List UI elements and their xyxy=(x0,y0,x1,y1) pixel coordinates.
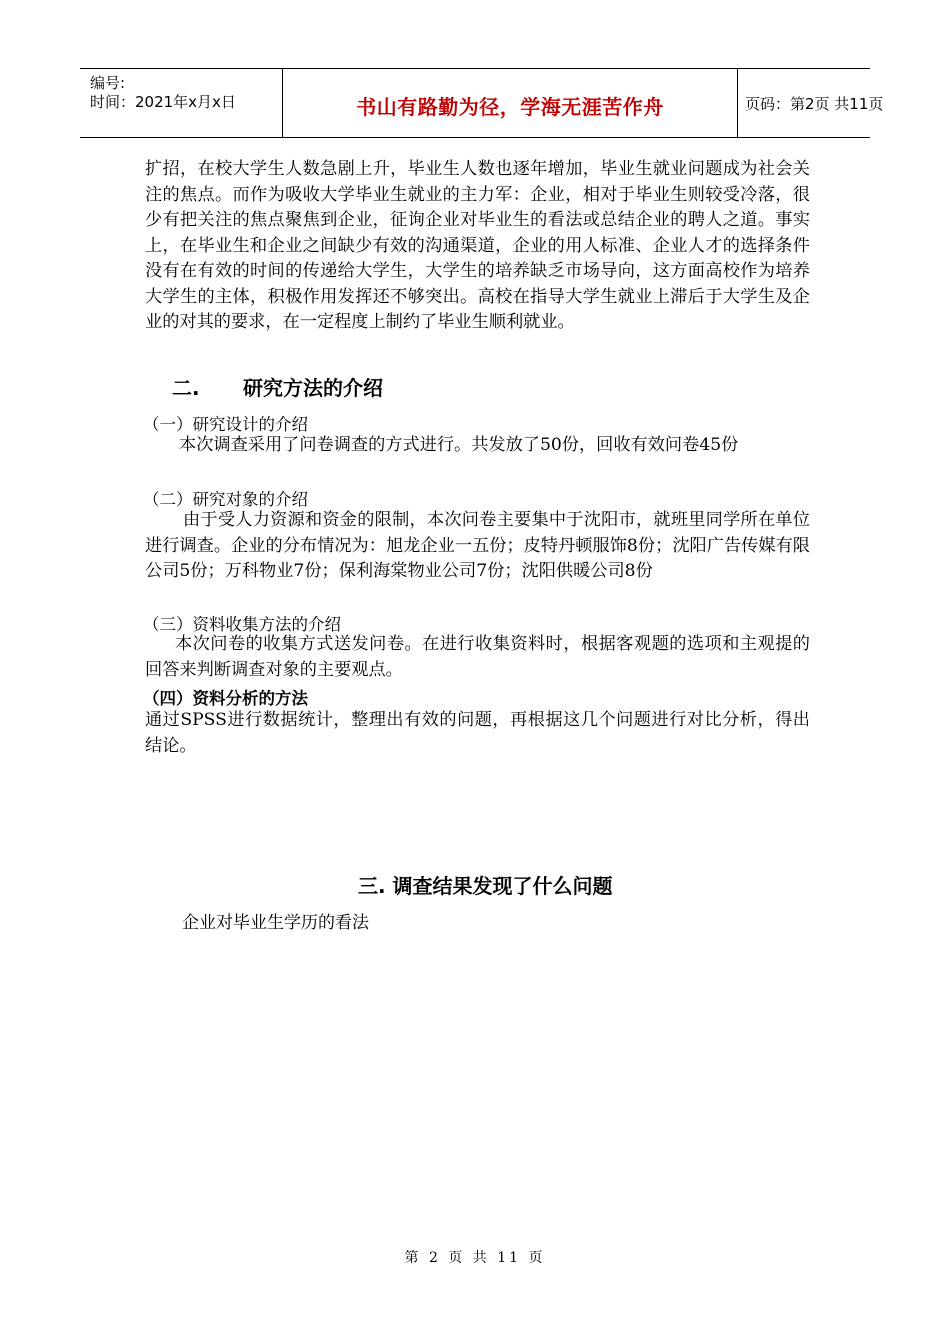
header-motto-cell xyxy=(282,69,738,137)
sub4-text: 通过SPSS进行数据统计，整理出有效的问题，再根据这几个问题进行对比分析，得出结论。 xyxy=(145,710,810,756)
header-page-info: 页码：第2页 共11页 xyxy=(745,95,884,113)
page-footer: 第 2 页 共 11 页 xyxy=(404,1250,546,1266)
sub2-text: 由于受人力资源和资金的限制，本次问卷主要集中于沈阳市，就班里同学所在单位进行调查。企业的分布情况为：旭龙企业一五份；皮特丹顿服饰8份；沈阳广告传媒有限公司5份；万科物业7份；保利海棠物业公司7份；沈阳供暖公司8份 xyxy=(145,510,810,581)
sub1-text: 本次调查采用了问卷调查的方式进行。共发放了50份，回收有效问卷45份 xyxy=(179,435,739,455)
sub2-heading: （二）研究对象的介绍 xyxy=(143,490,308,509)
header-meta-cell xyxy=(80,69,282,137)
document-time-label: 时间：2021年x月x日 xyxy=(90,93,236,111)
sub3-heading: （三）资料收集方法的介绍 xyxy=(143,615,341,634)
document-number-label: 编号: xyxy=(90,74,126,92)
header-motto: 书山有路勤为径，学海无涯苦作舟 xyxy=(356,95,664,119)
section3-title: 三. 调查结果发现了什么问题 xyxy=(358,874,613,898)
section3-subtitle: 企业对毕业生学历的看法 xyxy=(182,913,369,933)
section2-number: 二. xyxy=(172,376,200,400)
sub4-heading: （四）资料分析的方法 xyxy=(143,689,308,708)
sub3-text: 本次问卷的收集方式送发问卷。在进行收集资料时，根据客观题的选项和主观提的回答来判断调查对象的主要观点。 xyxy=(145,634,810,680)
page-header xyxy=(80,68,884,138)
sub1-heading: （一）研究设计的介绍 xyxy=(143,415,308,434)
header-page-cell xyxy=(737,69,884,137)
intro-paragraph: 扩招，在校大学生人数急剧上升，毕业生人数也逐年增加，毕业生就业问题成为社会关注的焦点。而作为吸收大学毕业生就业的主力军：企业，相对于毕业生则较受冷落，很少有把关注的焦点聚焦到企业，征询企业对毕业生的看法或总结企业的聘人之道。事实上，在毕业生和企业之间缺少有效的沟通渠道，企业的用人标准、企业人才的选择条件没有在有效的时间的传递给大学生，大学生的培养缺乏市场导向，这方面高校作为培养大学生的主体，积极作用发挥还不够突出。高校在指导大学生就业上滞后于大学生及企业的对其的要求，在一定程度上制约了毕业生顺利就业。 xyxy=(145,159,810,332)
section2-title: 研究方法的介绍 xyxy=(243,376,383,400)
